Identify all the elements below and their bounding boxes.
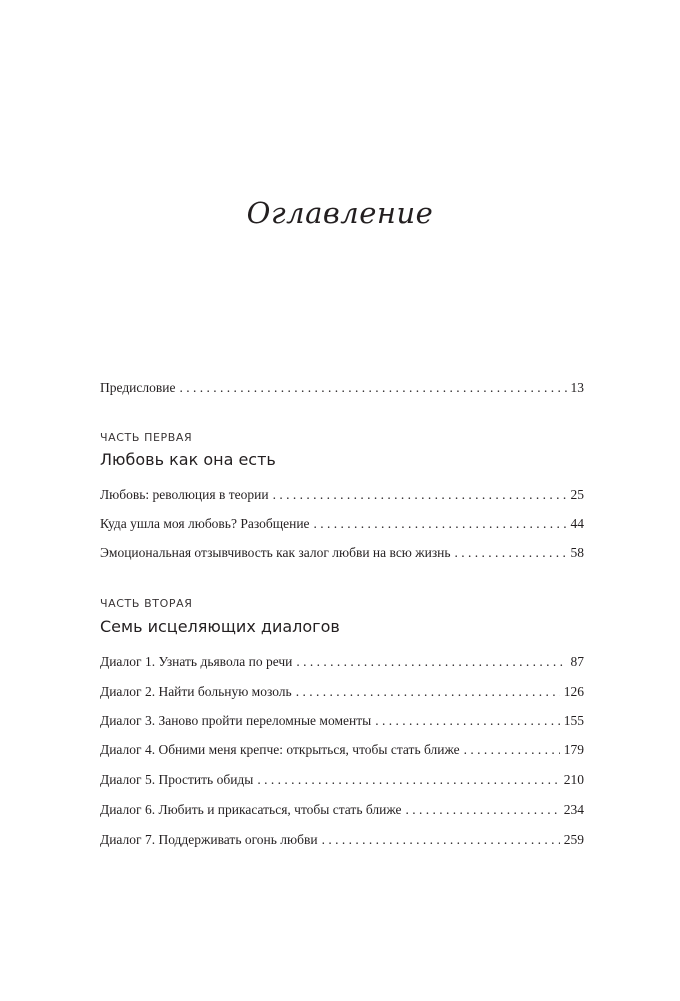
toc-entry-page: 13 (570, 380, 584, 395)
toc-entry-page: 179 (563, 742, 584, 757)
toc-entry-label: Предисловие (100, 380, 176, 395)
toc-entry[interactable] (100, 801, 584, 819)
toc-entry-label: Диалог 6. Любить и прикасаться, чтобы стать ближе (100, 802, 402, 817)
part-2-title: Семь исцеляющих диалогов (100, 617, 340, 636)
toc-entry[interactable] (100, 712, 584, 730)
toc-entry-label: Диалог 5. Простить обиды (100, 772, 254, 787)
toc-entry-preface[interactable] (100, 379, 584, 397)
toc-entry-label: Диалог 3. Заново пройти переломные моменты (100, 713, 372, 728)
toc-entry-label: Диалог 7. Поддерживать огонь любви (100, 832, 318, 847)
toc-entry[interactable] (100, 653, 584, 671)
toc-entry-label: Любовь: революция в теории (100, 487, 269, 502)
page-title: Оглавление (246, 196, 434, 230)
dot-leader (296, 653, 566, 671)
dot-leader (296, 683, 560, 701)
toc-entry-page: 210 (563, 772, 584, 787)
toc-entry-page: 44 (570, 516, 584, 531)
toc-entry-page: 87 (570, 654, 584, 669)
dot-leader (179, 379, 566, 397)
toc-entry-label: Диалог 1. Узнать дьявола по речи (100, 654, 293, 669)
toc-entry[interactable] (100, 771, 584, 789)
dot-leader (455, 544, 567, 562)
dot-leader (464, 741, 560, 759)
toc-entry-page: 25 (570, 487, 584, 502)
dot-leader (273, 486, 567, 504)
toc-entry-label: Диалог 2. Найти больную мозоль (100, 684, 292, 699)
toc-entry-page: 259 (563, 832, 584, 847)
part-1-label: ЧАСТЬ ПЕРВАЯ (100, 431, 193, 444)
toc-entry-label: Эмоциональная отзывчивость как залог любви на всю жизнь (100, 545, 451, 560)
toc-entry-label: Диалог 4. Обними меня крепче: открыться, чтобы стать ближе (100, 742, 460, 757)
toc-entry[interactable] (100, 831, 584, 849)
toc-entry-page: 234 (563, 802, 584, 817)
toc-entry-page: 58 (570, 545, 584, 560)
part-1-title: Любовь как она есть (100, 450, 276, 469)
toc-entry[interactable] (100, 544, 584, 562)
part-2-label: ЧАСТЬ ВТОРАЯ (100, 597, 193, 610)
dot-leader (375, 712, 560, 730)
toc-entry-page: 126 (563, 684, 584, 699)
dot-leader (314, 515, 567, 533)
toc-entry-label: Куда ушла моя любовь? Разобщение (100, 516, 310, 531)
toc-entry-page: 155 (563, 713, 584, 728)
dot-leader (322, 831, 560, 849)
toc-entry[interactable] (100, 515, 584, 533)
dot-leader (406, 801, 560, 819)
toc-entry[interactable] (100, 486, 584, 504)
dot-leader (257, 771, 559, 789)
toc-entry[interactable] (100, 741, 584, 759)
toc-entry[interactable] (100, 683, 584, 701)
